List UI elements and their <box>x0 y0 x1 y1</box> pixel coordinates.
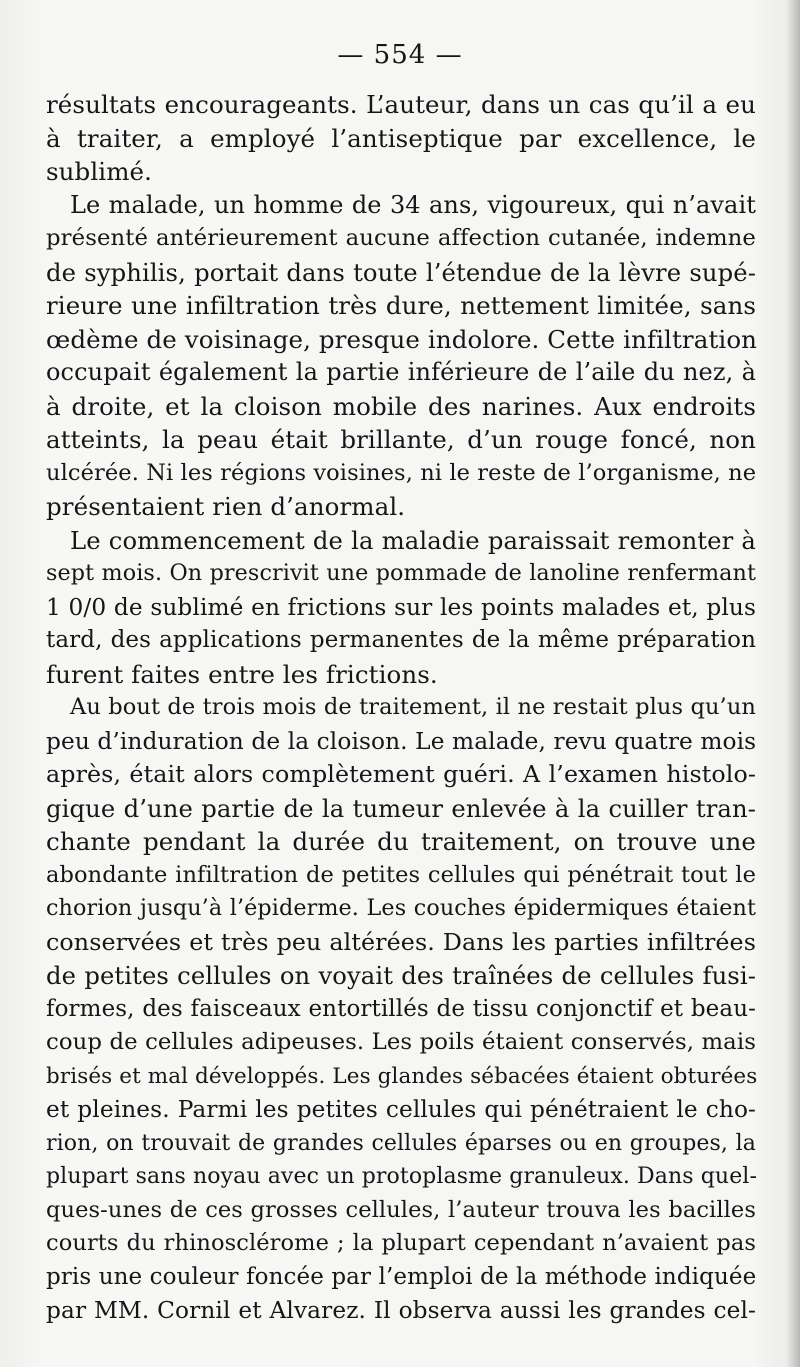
text-line: présenté antérieurement aucune affection cutanée, indemne <box>46 225 756 251</box>
paragraph <box>46 524 756 692</box>
text-line: œdème de voisinage, presque indolore. Cette infiltration <box>46 324 758 354</box>
text-line: sept mois. On prescrivit une pommade de lanoline renfermant <box>46 560 756 586</box>
body-text <box>46 88 756 1328</box>
text-line: résultats encourageants. L’auteur, dans un cas qu’il a eu <box>46 90 756 119</box>
text-line: furent faites entre les frictions. <box>46 659 438 689</box>
text-line: tard, des applications permanentes de la même préparation <box>46 627 756 653</box>
text-line: ques-unes de ces grosses cellules, l’auteur trouva les bacilles <box>46 1196 756 1223</box>
page-number: — 554 — <box>337 40 463 70</box>
text-line: à droite, et la cloison mobile des narines. Aux endroits <box>46 391 756 421</box>
text-line: de petites cellules on voyait des traînées de cellules fusi- <box>46 961 756 990</box>
text-line: Au bout de trois mois de traitement, il ne restait plus qu’un <box>70 694 756 720</box>
page-edge-shadow <box>786 0 800 1367</box>
text-line: par MM. Cornil et Alvarez. Il observa aussi les grandes cel- <box>46 1297 756 1324</box>
text-line: présentaient rien d’anormal. <box>46 492 406 521</box>
text-line: rieure une infiltration très dure, nettement limitée, sans <box>46 291 756 320</box>
text-line: chante pendant la durée du traitement, on trouve une <box>46 827 756 856</box>
paragraph <box>46 88 756 189</box>
text-line: 1 0/0 de sublimé en frictions sur les points malades et, plus <box>46 593 756 621</box>
text-line: ulcérée. Ni les régions voisines, ni le reste de l’organisme, ne <box>46 459 757 486</box>
text-line: abondante infiltration de petites cellules qui pénétrait tout le <box>46 861 756 888</box>
paragraph <box>46 691 756 1328</box>
text-line: Le malade, un homme de 34 ans, vigoureux, qui n’avait <box>70 190 756 219</box>
text-line: Le commencement de la maladie paraissait remonter à <box>70 525 756 555</box>
text-line: après, était alors complètement guéri. A l’examen histolo- <box>46 760 756 788</box>
text-line: à traiter, a employé l’antiseptique par excellence, le <box>46 123 756 153</box>
text-line: et pleines. Parmi les petites cellules qui pénétraient le cho- <box>46 1096 756 1123</box>
text-line: occupait également la partie inférieure de l’aile du nez, à <box>46 358 756 386</box>
text-line: formes, des faisceaux entortillés de tissu conjonctif et beau- <box>46 995 756 1022</box>
text-line: sublimé. <box>46 157 153 186</box>
text-line: de syphilis, portait dans toute l’étendue de la lèvre supé- <box>46 257 756 287</box>
text-line: pris une couleur foncée par l’emploi de la méthode indiquée <box>46 1263 757 1290</box>
text-line: chorion jusqu’à l’épiderme. Les couches épidermiques étaient <box>46 895 756 921</box>
text-line: conservées et très peu altérées. Dans les parties infiltrées <box>46 927 756 956</box>
paragraph <box>46 189 756 524</box>
text-line: plupart sans noyau avec un protoplasme granuleux. Dans quel- <box>46 1164 757 1189</box>
text-line: peu d’induration de la cloison. Le malade, revu quatre mois <box>46 727 757 755</box>
text-line: gique d’une partie de la tumeur enlevée à la cuiller tran- <box>46 793 756 823</box>
text-line: atteints, la peau était brillante, d’un rouge foncé, non <box>46 425 756 454</box>
text-line: brisés et mal développés. Les glandes sébacées étaient obturées <box>46 1063 758 1089</box>
text-line: courts du rhinosclérome ; la plupart cependant n’avaient pas <box>46 1230 756 1256</box>
text-line: coup de cellules adipeuses. Les poils étaient conservés, mais <box>46 1029 756 1055</box>
text-line: rion, on trouvait de grandes cellules éparses ou en groupes, la <box>46 1130 756 1156</box>
